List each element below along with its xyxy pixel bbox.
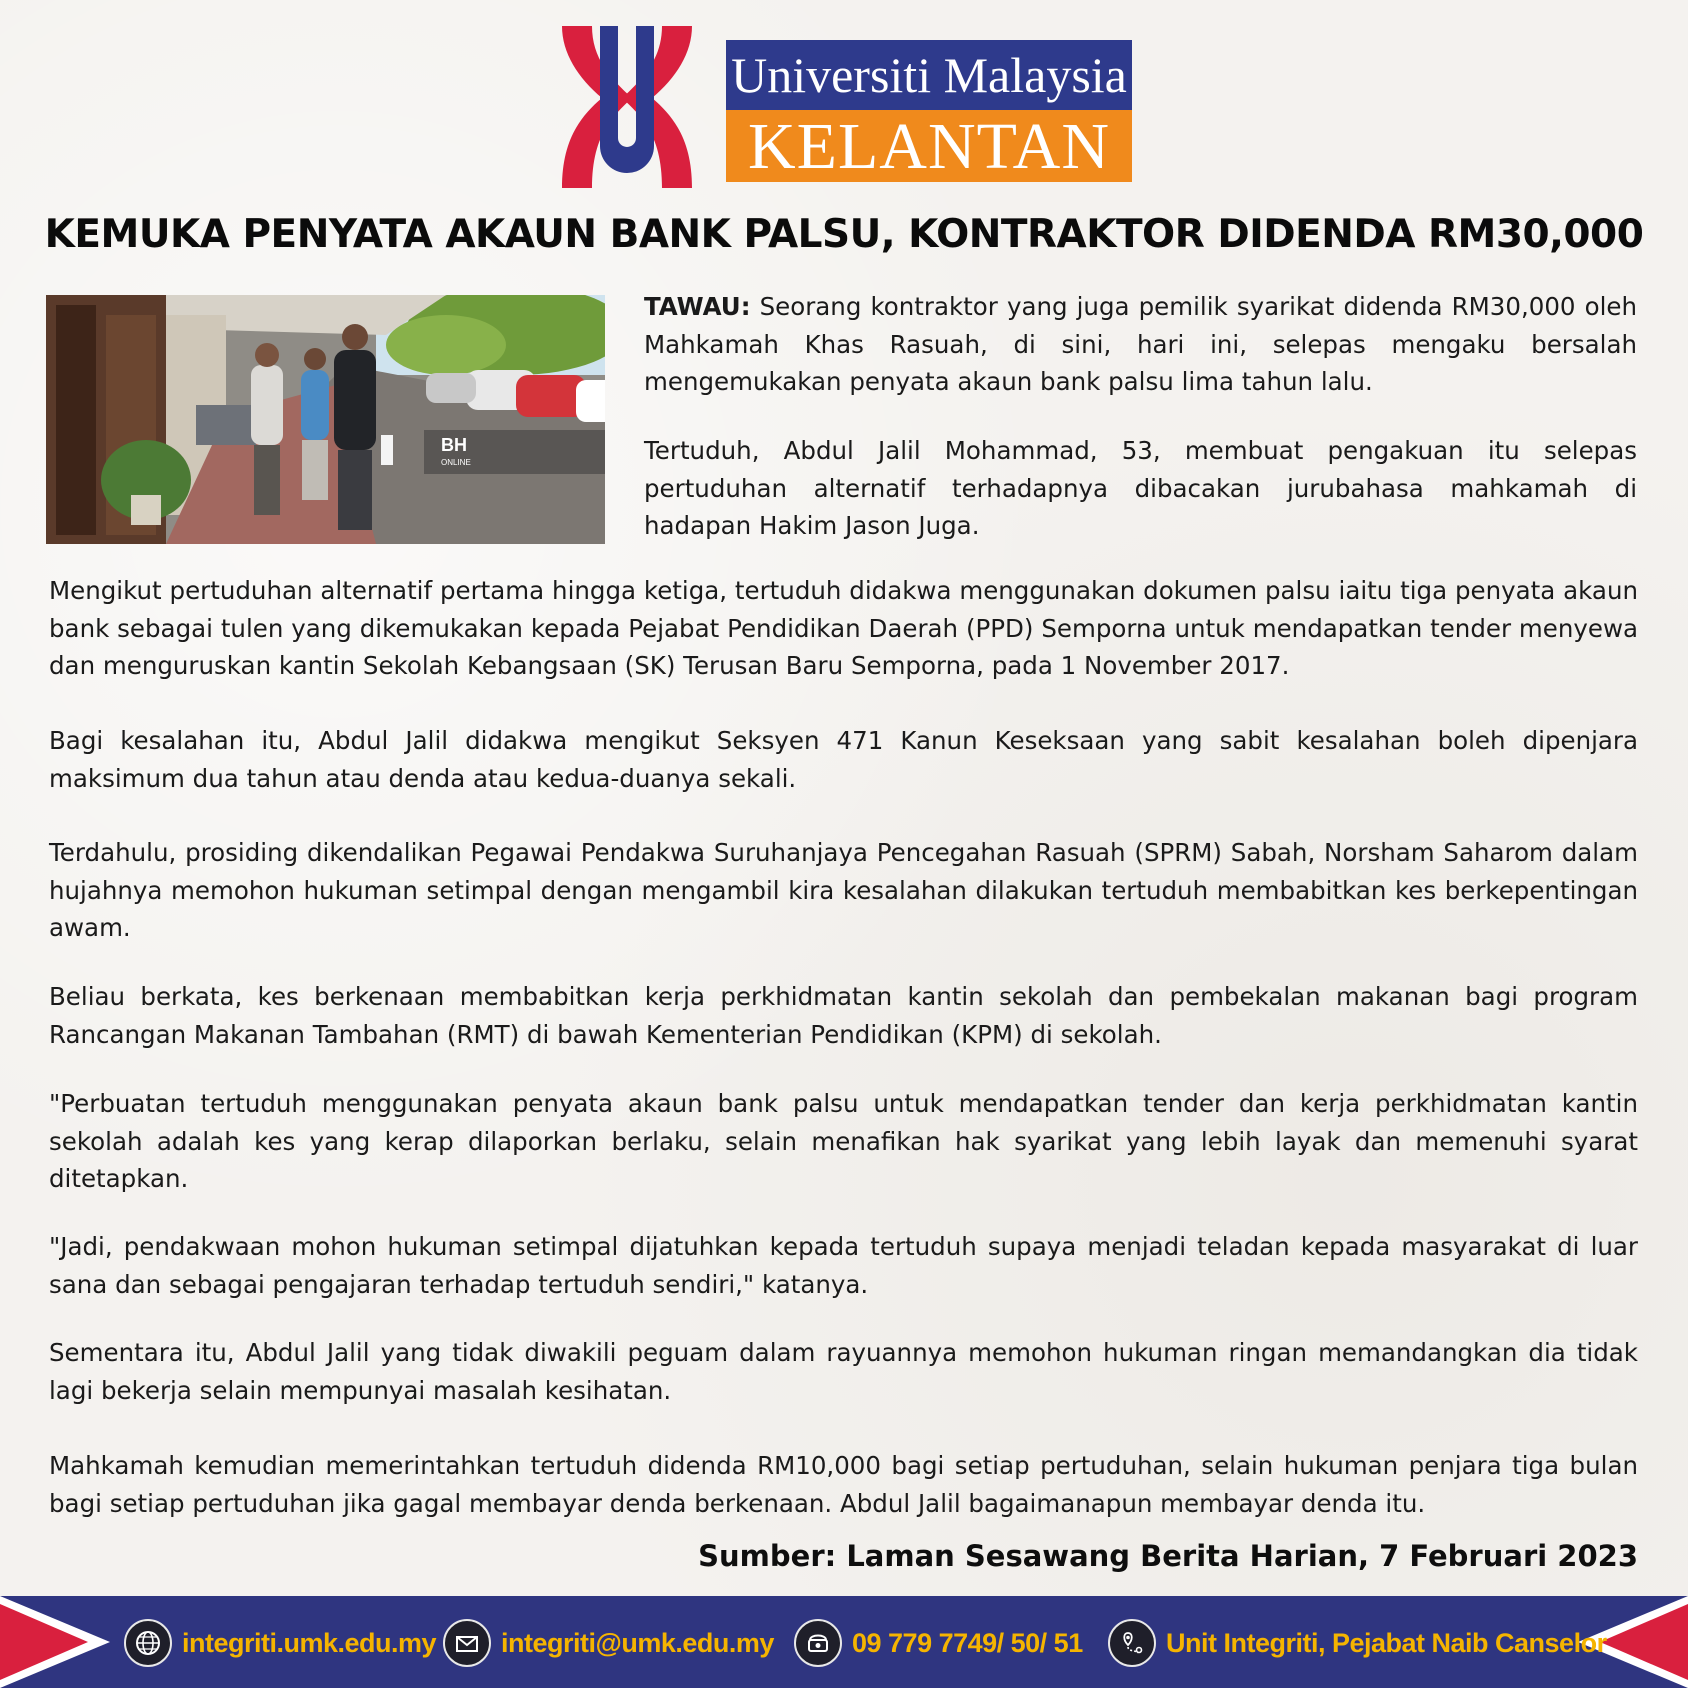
paragraph-10: Mahkamah kemudian memerintahkan tertuduh didenda RM10,000 bagi setiap pertuduhan, selain hukuman penjara tiga bulan bagi setiap pertuduhan jika gagal membayar denda berkenaan. Abdul Jalil bagaimanapun membayar denda itu. xyxy=(49,1451,1638,1518)
footer-email[interactable] xyxy=(443,1618,774,1668)
flag-left-icon xyxy=(0,1596,110,1688)
paragraph-8: "Jadi, pendakwaan mohon hukuman setimpal dijatuhkan kepada tertuduh supaya menjadi teladan kepada masyarakat di luar sana dan sebagai pengajaran terhadap tertuduh sendiri," katanya. xyxy=(49,1232,1638,1299)
phone-icon xyxy=(794,1619,842,1667)
umk-emblem-icon xyxy=(562,26,692,188)
article-headline: KEMUKA PENYATA AKAUN BANK PALSU, KONTRAKTOR DIDENDA RM30,000 xyxy=(44,212,1644,257)
footer-phone-text: 09 779 7749/ 50/ 51 xyxy=(852,1627,1083,1658)
paragraph-7: "Perbuatan tertuduh menggunakan penyata akaun bank palsu untuk mendapatkan tender dan kerja perkhidmatan kantin sekolah adalah kes yang kerap dilaporkan berlaku, selain menafikan hak syarikat yang lebih layak dan memenuhi syarat ditetapkan. xyxy=(49,1089,1638,1193)
dateline: TAWAU: xyxy=(644,292,751,321)
photo-watermark-sub: ONLINE xyxy=(441,458,471,467)
globe-icon xyxy=(124,1619,172,1667)
footer-website[interactable] xyxy=(124,1618,436,1668)
paragraph-2: Tertuduh, Abdul Jalil Mohammad, 53, membuat pengakuan itu selepas pertuduhan alternatif terhadapnya dibacakan jurubahasa mahkamah di hadapan Hakim Jason Juga. xyxy=(644,436,1637,540)
footer-phone[interactable] xyxy=(794,1618,1083,1668)
logo-line2: KELANTAN xyxy=(748,110,1110,183)
paragraph-3: Mengikut pertuduhan alternatif pertama hingga ketiga, tertuduh didakwa menggunakan dokumen palsu iaitu tiga penyata akaun bank sebagai tulen yang dikemukakan kepada Pejabat Pendidikan Daerah (PPD) Semporna untuk mendapatkan tender menyewa dan menguruskan kantin Sekolah Kebangsaan (SK) Terusan Baru Semporna, pada 1 November 2017. xyxy=(49,576,1638,680)
footer-website-text: integriti.umk.edu.my xyxy=(182,1627,437,1658)
footer-bar xyxy=(0,1596,1688,1688)
paragraph-5: Terdahulu, prosiding dikendalikan Pegawai Pendakwa Suruhanjaya Pencegahan Rasuah (SPRM) Sabah, Norsham Saharom dalam hujahnya memohon hukuman setimpal dengan mengambil kira kesalahan dilakukan tertuduh membabitkan kes berkepentingan awam. xyxy=(49,838,1638,942)
footer-unit xyxy=(1108,1618,1607,1668)
footer-email-text: integriti@umk.edu.my xyxy=(501,1627,774,1658)
news-photo xyxy=(46,295,605,544)
source-credit: Sumber: Laman Sesawang Berita Harian, 7 Februari 2023 xyxy=(698,1539,1638,1573)
logo-line1: Universiti Malaysia xyxy=(731,47,1127,103)
footer-unit-text: Unit Integriti, Pejabat Naib Canselor xyxy=(1166,1627,1607,1658)
paragraph-1: TAWAU: Seorang kontraktor yang juga pemilik syarikat didenda RM30,000 oleh Mahkamah Khas Rasuah, di sini, hari ini, selepas mengaku bersalah mengemukakan penyata akaun bank palsu lima tahun lalu. xyxy=(644,292,1637,396)
paragraph-4: Bagi kesalahan itu, Abdul Jalil didakwa mengikut Seksyen 471 Kanun Keseksaan yang sabit kesalahan boleh dipenjara maksimum dua tahun atau denda atau kedua-duanya sekali. xyxy=(49,726,1638,793)
photo-watermark: BH xyxy=(441,435,467,455)
university-logo xyxy=(552,18,1132,196)
paragraph-9: Sementara itu, Abdul Jalil yang tidak diwakili peguam dalam rayuannya memohon hukuman ringan memandangkan dia tidak lagi bekerja selain mempunyai masalah kesihatan. xyxy=(49,1338,1638,1405)
mail-icon xyxy=(443,1619,491,1667)
location-icon xyxy=(1108,1619,1156,1667)
paragraph-6: Beliau berkata, kes berkenaan membabitkan kerja perkhidmatan kantin sekolah dan pembekalan makanan bagi program Rancangan Makanan Tambahan (RMT) di bawah Kementerian Pendidikan (KPM) di sekolah. xyxy=(49,982,1638,1049)
